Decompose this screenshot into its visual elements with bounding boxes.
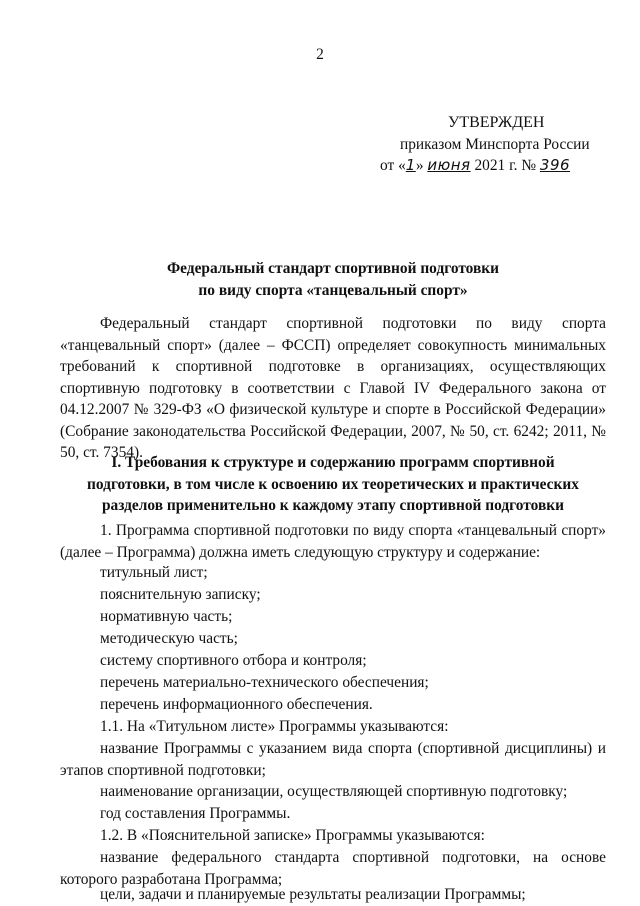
- list-item: нормативную часть;: [100, 608, 233, 625]
- document-title: [60, 258, 606, 301]
- approval-year: 2021 г. №: [474, 157, 537, 174]
- paragraph-1-1-b: наименование организации, осуществляющей спортивную подготовку;: [100, 783, 568, 800]
- approval-title: УТВЕРЖДЕН: [448, 114, 545, 131]
- list-item: пояснительную записку;: [100, 586, 261, 603]
- approval-date-line: [380, 155, 620, 177]
- paragraph-1-2-a: название федерального стандарта спортивной подготовки, на основе которого разработана Программа;: [60, 849, 606, 888]
- approval-order: приказом Минспорта России: [400, 135, 590, 153]
- section-1-heading: [60, 452, 606, 517]
- paragraph-1-1-a: название Программы с указанием вида спорта (спортивной дисциплины) и этапов спортивной подготовки;: [60, 740, 606, 779]
- section-1-line-2: подготовки, в том числе к освоению их теоретических и практических: [87, 475, 579, 493]
- list-item: перечень информационного обеспечения.: [100, 696, 373, 713]
- list-item: методическую часть;: [100, 630, 238, 647]
- paragraph-1: 1. Программа спортивной подготовки по виду спорта «танцевальный спорт» (далее – Программа) должна иметь следующую структуру и содержание:: [60, 522, 606, 561]
- list-item: титульный лист;: [100, 564, 208, 581]
- paragraph-1-2-b: цели, задачи и планируемые результаты реализации Программы;: [100, 886, 526, 903]
- section-1-line-1: I. Требования к структуре и содержанию программ спортивной: [111, 454, 555, 471]
- approval-block: [380, 112, 620, 177]
- paragraph-1-1-c: год составления Программы.: [100, 805, 291, 822]
- approval-prefix: от «: [380, 157, 406, 174]
- section-1-line-3: разделов применительно к каждому этапу спортивной подготовки: [101, 497, 564, 514]
- list-item: систему спортивного отбора и контроля;: [100, 652, 367, 669]
- title-line-2: по виду спорта «танцевальный спорт»: [198, 281, 468, 299]
- paragraph-1-2: 1.2. В «Пояснительной записке» Программы указываются:: [100, 827, 485, 844]
- title-line-1: Федеральный стандарт спортивной подготовки: [166, 260, 500, 277]
- approval-day: 1: [405, 156, 416, 174]
- list-item: перечень материально-технического обеспечения;: [100, 674, 429, 691]
- approval-number: 396: [539, 156, 571, 174]
- page-number: 2: [316, 46, 324, 63]
- paragraph-1-1: 1.1. На «Титульном листе» Программы указываются:: [100, 718, 449, 735]
- approval-month: июня: [427, 156, 471, 174]
- approval-quote-close: »: [415, 157, 424, 174]
- intro-paragraph: Федеральный стандарт спортивной подготовки по виду спорта «танцевальный спорт» (далее – ФССП) определяет совокупность минимальных требований к спортивной подготовке в организациях, осуществляющих спортивную подготовку в соответствии с Главой IV Федерального закона от 04.12.2007 № 329-ФЗ «О физической культуре и спорте в Российской Федерации» (Собрание законодательства Российской Федерации, 2007, № 50, ст. 6242; 2011, № 50, ст. 7354).: [60, 315, 606, 461]
